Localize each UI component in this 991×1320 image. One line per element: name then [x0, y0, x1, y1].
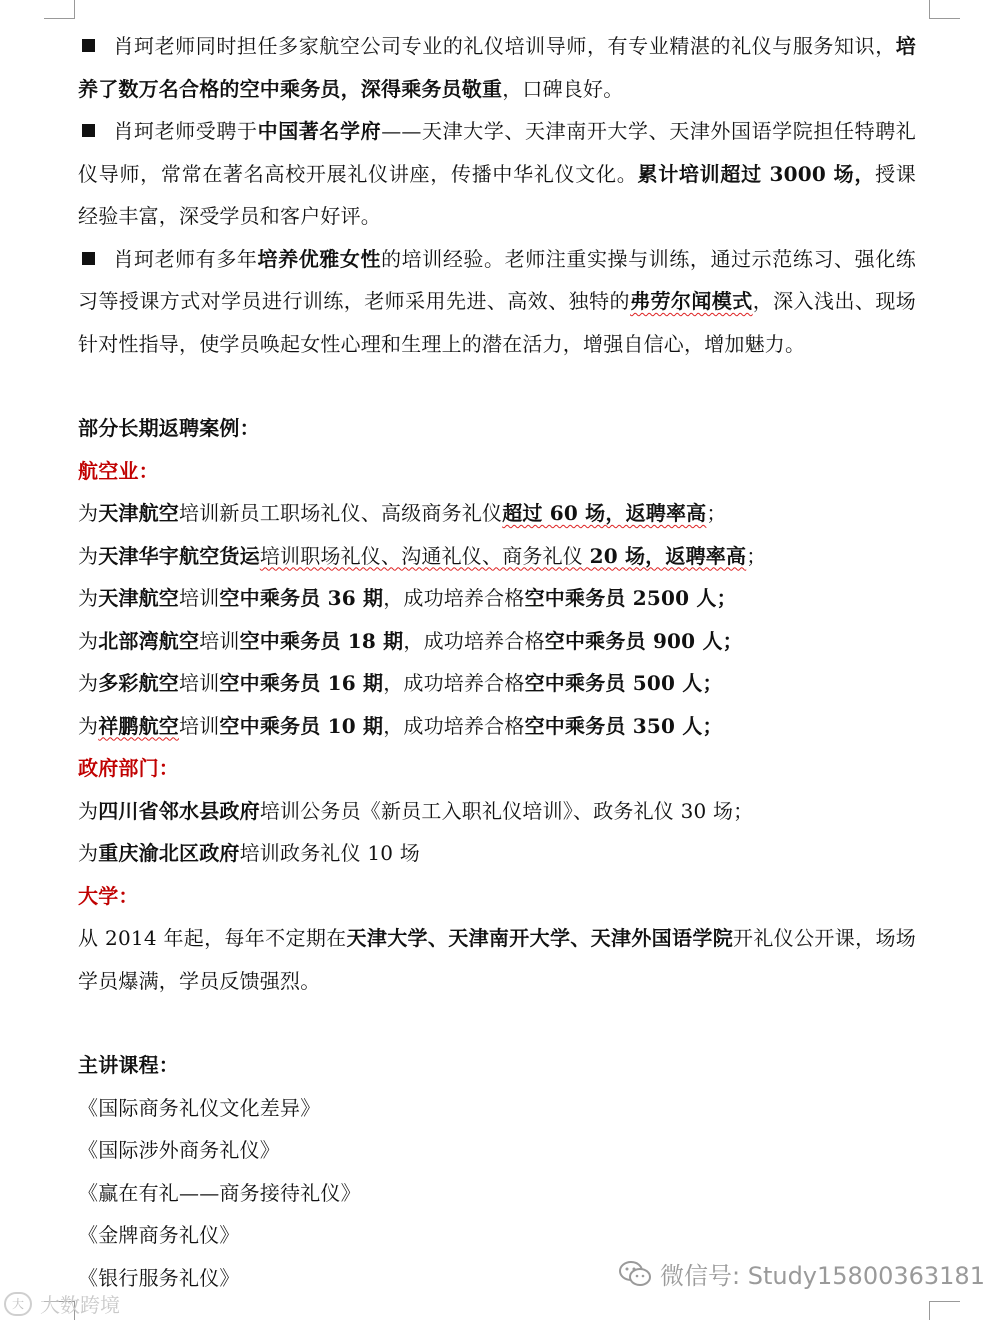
course-item: 《国际涉外商务礼仪》	[78, 1138, 280, 1162]
university-case: 从 2014 年起，每年不定期在天津大学、天津南开大学、天津外国语学院开礼仪公开课，场场学员爆满，学员反馈强烈。	[78, 926, 916, 993]
document-body	[78, 25, 916, 1299]
aviation-case-5: 为多彩航空培训空中乘务员 16 期，成功培养合格空中乘务员 500 人；	[78, 671, 723, 695]
paragraph-spacer	[78, 365, 916, 407]
course-item: 《银行服务礼仪》	[78, 1265, 240, 1290]
aviation-case-1: 为天津航空培训新员工职场礼仪、高级商务礼仪超过 60 场，返聘率高；	[78, 501, 727, 525]
paragraph-spacer	[78, 1002, 916, 1044]
bullet-paragraph-2: 肖珂老师受聘于中国著名学府——天津大学、天津南开大学、天津外国语学院担任特聘礼仪导师，常常在著名高校开展礼仪讲座，传播中华礼仪文化。累计培训超过 3000 场，授课经验丰富，深受学员和客户好评。	[78, 119, 917, 228]
bullet-square-icon	[82, 39, 95, 52]
course-item: 《赢在有礼——商务接待礼仪》	[78, 1180, 361, 1205]
aviation-heading: 航空业：	[78, 458, 159, 483]
aviation-case-2: 为天津华宇航空货运培训职场礼仪、沟通礼仪、商务礼仪 20 场，返聘率高；	[78, 543, 767, 568]
bullet-square-icon	[82, 252, 95, 265]
course-item: 《金牌商务礼仪》	[78, 1223, 240, 1247]
bullet-paragraph-3: 肖珂老师有多年培养优雅女性的培训经验。老师注重实操与训练，通过示范练习、强化练习等授课方式对学员进行训练，老师采用先进、高效、独特的弗劳尔闻模式，深入浅出、现场针对性指导，使学员唤起女性心理和生理上的潜在活力，增强自信心，增加魅力。	[78, 246, 916, 356]
crop-mark-bottom-right	[929, 1301, 960, 1320]
course-item: 《国际商务礼仪文化差异》	[78, 1095, 321, 1120]
crop-mark-top-left	[44, 0, 75, 19]
source-logo-icon: 大	[4, 1292, 32, 1316]
wechat-icon	[618, 1259, 652, 1289]
bullet-square-icon	[82, 124, 95, 137]
cases-heading: 部分长期返聘案例：	[78, 416, 260, 440]
crop-mark-top-right	[929, 0, 960, 19]
government-case-2: 为重庆渝北区政府培训政务礼仪 10 场	[78, 841, 420, 865]
wechat-watermark	[618, 1256, 985, 1291]
university-heading: 大学：	[78, 883, 139, 908]
aviation-case-3: 为天津航空培训空中乘务员 36 期，成功培养合格空中乘务员 2500 人；	[78, 586, 737, 610]
aviation-case-6: 为祥鹏航空培训空中乘务员 10 期，成功培养合格空中乘务员 350 人；	[78, 713, 723, 738]
source-watermark-text: 大数跨境	[40, 1293, 120, 1317]
aviation-case-4: 为北部湾航空培训空中乘务员 18 期，成功培养合格空中乘务员 900 人；	[78, 628, 743, 653]
wechat-id-text: 微信号: Study15800363181	[660, 1262, 985, 1290]
government-case-1: 为四川省邻水县政府培训公务员《新员工入职礼仪培训》、政务礼仪 30 场；	[78, 798, 754, 823]
source-watermark	[4, 1289, 120, 1318]
bullet-paragraph-1: 肖珂老师同时担任多家航空公司专业的礼仪培训导师，有专业精湛的礼仪与服务知识，培养了数万名合格的空中乘务员，深得乘务员敬重，口碑良好。	[78, 34, 916, 101]
government-heading: 政府部门：	[78, 756, 179, 780]
courses-heading: 主讲课程：	[78, 1053, 179, 1077]
